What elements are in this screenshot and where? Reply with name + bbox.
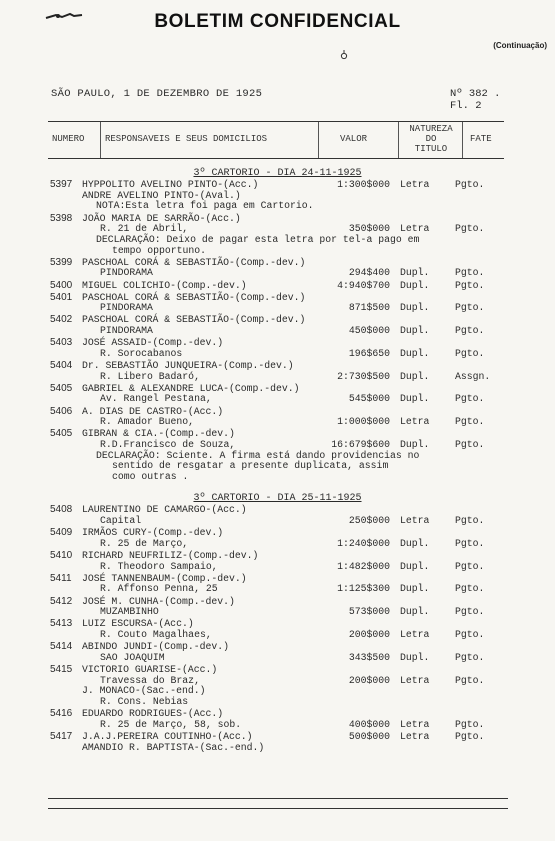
- entry-debtor: RICHARD NEUFRILIZ-(Comp.-dev.): [82, 549, 259, 561]
- entry-detail: tempo opportuno.: [112, 244, 207, 256]
- entry-value: 350$000: [348, 223, 390, 235]
- entry-detail: Travessa do Braz,: [100, 674, 200, 686]
- entry-number: 5398: [50, 212, 73, 224]
- entry-debtor: PASCHOAL CORÁ & SEBASTIÃO-(Comp.-dev.): [82, 314, 306, 326]
- column-divider: [100, 122, 101, 158]
- entry-fate: Pgto.: [455, 628, 485, 640]
- entry-detail: PINDORAMA: [100, 267, 153, 279]
- entry-value: 200$000: [348, 674, 390, 686]
- entry-debtor: LUIZ ESCURSA-(Acc.): [82, 618, 194, 630]
- table-top-rule: [48, 121, 504, 122]
- entry-value: 4:940$700: [337, 279, 390, 291]
- entry-title-type: Letra: [400, 718, 430, 730]
- section-heading: [0, 493, 555, 504]
- entry-title-type: Letra: [400, 416, 430, 428]
- entry-number: 5408: [50, 504, 73, 516]
- entry-fate: Pgto.: [455, 325, 485, 337]
- entry-fate: Pgto.: [455, 393, 485, 405]
- entry-value: 1:240$000: [337, 537, 390, 549]
- entry-number: 5417: [50, 730, 73, 742]
- entry-debtor: JOSÉ ASSAID-(Comp.-dev.): [82, 337, 224, 349]
- entry-note: DECLARAÇÃO: Sciente. A firma está dando providencias no: [96, 449, 420, 461]
- entry-fate: Pgto.: [455, 606, 485, 618]
- entry-detail: Capital: [100, 514, 142, 526]
- entry-title-type: Dupl.: [400, 347, 430, 359]
- entry-title-type: Letra: [400, 223, 430, 235]
- entry-number: 5415: [50, 663, 73, 675]
- entry-number: 5404: [50, 360, 73, 371]
- entry-number: 5397: [50, 179, 73, 190]
- entry-debtor: PASCHOAL CORÁ & SEBASTIÃO-(Comp.-dev.): [82, 291, 306, 303]
- entry-fate: Pgto.: [455, 651, 485, 663]
- entry-detail: sentido de resgatar a presente duplicata, assim: [112, 460, 389, 472]
- entry-detail: R. Sorocabanos: [100, 347, 183, 359]
- entry-value: 200$000: [348, 628, 390, 640]
- entry-debtor: JOÃO MARIA DE SARRÃO-(Acc.): [82, 212, 241, 224]
- entry-fate: Pgto.: [455, 179, 485, 190]
- footer-rule: [48, 798, 508, 799]
- column-header-responsaveis: RESPONSAVEIS E SEUS DOMICILIOS: [105, 134, 268, 144]
- folio: Fl. 2: [450, 100, 482, 112]
- entry-value: 2:730$500: [337, 370, 390, 382]
- entry-value: 1:300$000: [337, 179, 390, 190]
- entry-number: 5410: [50, 549, 73, 561]
- entry-title-type: Letra: [400, 674, 430, 686]
- bulletin-number-block: [450, 88, 500, 112]
- column-header-valor: VALOR: [340, 134, 368, 144]
- entry-title-type: Dupl.: [400, 560, 430, 572]
- entry-detail: R. 25 de Março,: [100, 537, 189, 549]
- entry-debtor: GIBRAN & CIA.-(Comp.-dev.): [82, 428, 235, 440]
- entry-fate: Pgto.: [455, 674, 485, 686]
- entry-debtor: Dr. SEBASTIÃO JUNQUEIRA-(Comp.-dev.): [82, 360, 294, 371]
- entry-title-type: Dupl.: [400, 606, 430, 618]
- entry-detail: MUZAMBINHO: [100, 606, 159, 618]
- entry-number: 5413: [50, 618, 73, 630]
- column-divider: [398, 122, 399, 158]
- column-header-numero: NUMERO: [52, 134, 85, 144]
- entry-title-type: Dupl.: [400, 279, 430, 291]
- entry-detail: R. Affonso Penna, 25: [100, 583, 218, 595]
- entry-number: 5402: [50, 314, 73, 326]
- bulletin-number: Nº 382 .: [450, 88, 501, 100]
- entry-fate: Pgto.: [455, 439, 485, 451]
- entry-debtor: GABRIEL & ALEXANDRE LUCA-(Comp.-dev.): [82, 382, 300, 394]
- entry-title-type: Dupl.: [400, 325, 430, 337]
- entry-value: 294$400: [348, 267, 390, 279]
- entry-title-type: Dupl.: [400, 393, 430, 405]
- entry-value: 450$000: [348, 325, 390, 337]
- entry-detail: R. Cons. Nebias: [100, 695, 189, 707]
- entry-note: NOTA:Esta letra foi paga em Cartorio.: [96, 200, 314, 212]
- entry-number: 5400: [50, 279, 73, 291]
- entry-debtor: IRMÃOS CURY-(Comp.-dev.): [82, 527, 224, 539]
- entry-fate: Pgto.: [455, 514, 485, 526]
- entry-detail: ANDRE AVELINO PINTO-(Aval.): [82, 189, 241, 201]
- entry-detail: PINDORAMA: [100, 325, 153, 337]
- entry-value: 343$500: [348, 651, 390, 663]
- entry-title-type: Dupl.: [400, 370, 430, 382]
- section-heading-text: 3º CARTORIO - DIA 25-11-1925: [193, 493, 362, 505]
- entry-fate: Pgto.: [455, 279, 485, 291]
- entry-value: 1:000$000: [337, 416, 390, 428]
- entry-number: 5406: [50, 405, 73, 417]
- entry-detail: R. Libero Badaró,: [100, 370, 200, 382]
- entry-fate: Pgto.: [455, 223, 485, 235]
- entry-number: 5399: [50, 256, 73, 268]
- entry-value: 871$500: [348, 302, 390, 314]
- entry-number: 5403: [50, 337, 73, 349]
- entry-fate: Pgto.: [455, 302, 485, 314]
- entry-value: 500$000: [348, 730, 390, 742]
- entry-debtor: A. DIAS DE CASTRO-(Acc.): [82, 405, 224, 417]
- entry-value: 545$000: [348, 393, 390, 405]
- column-divider: [318, 122, 319, 158]
- entry-number: 5411: [50, 572, 72, 584]
- entry-fate: Pgto.: [455, 718, 485, 730]
- entry-debtor: LAURENTINO DE CAMARGO-(Acc.): [82, 504, 247, 516]
- entry-value: 250$000: [348, 514, 390, 526]
- entry-number: 5401: [50, 291, 73, 303]
- entry-value: 196$650: [348, 347, 390, 359]
- entry-fate: Pgto.: [455, 583, 485, 595]
- footer-rule: [48, 808, 508, 809]
- entry-detail: R.D.Francisco de Souza,: [100, 439, 236, 451]
- column-divider: [462, 122, 463, 158]
- entry-debtor: J.A.J.PEREIRA COUTINHO-(Acc.): [82, 730, 253, 742]
- entry-title-type: Dupl.: [400, 537, 430, 549]
- entry-value: 16:679$600: [331, 439, 390, 451]
- entry-value: 1:125$300: [337, 583, 390, 595]
- entry-fate: Pgto.: [455, 267, 485, 279]
- entry-fate: Pgto.: [455, 537, 485, 549]
- column-header-fate: FATE: [470, 134, 492, 144]
- entry-debtor: VICTORIO GUARISE-(Acc.): [82, 663, 218, 675]
- continuation-label: (Continuação): [493, 41, 547, 50]
- column-header-natureza: NATUREZA DO TITULO: [409, 124, 453, 154]
- entry-value: 1:482$000: [337, 560, 390, 572]
- table-header-rule: [48, 158, 504, 159]
- entry-title-type: Dupl.: [400, 439, 430, 451]
- entry-debtor: HYPPOLITO AVELINO PINTO-(Acc.): [82, 179, 259, 190]
- entry-debtor: ABINDO JUNDI-(Comp.-dev.): [82, 641, 229, 653]
- entry-value: 400$000: [348, 718, 390, 730]
- entry-number: 5414: [50, 641, 73, 653]
- entry-number: 5416: [50, 708, 73, 720]
- document-title: BOLETIM CONFIDENCIAL: [154, 11, 401, 32]
- entry-fate: Assgn.: [455, 370, 491, 382]
- entry-title-type: Letra: [400, 628, 430, 640]
- entry-detail: AMANDIO R. BAPTISTA-(Sac.-end.): [82, 741, 265, 753]
- entry-debtor: EDUARDO RODRIGUES-(Acc.): [82, 708, 224, 720]
- entry-note: DECLARAÇÃO: Deixo de pagar esta letra por tel-a pago em: [96, 233, 420, 245]
- entry-title-type: Dupl.: [400, 267, 430, 279]
- entry-detail: R. Couto Magalhaes,: [100, 628, 212, 640]
- entry-number: 5412: [50, 595, 73, 607]
- entry-fate: Pgto.: [455, 347, 485, 359]
- entry-detail: R. Amador Bueno,: [100, 416, 195, 428]
- date-line: SÃO PAULO, 1 DE DEZEMBRO DE 1925: [51, 88, 263, 100]
- entry-detail: como outras .: [112, 471, 189, 483]
- entry-detail: Av. Rangel Pestana,: [100, 393, 212, 405]
- entry-fate: Pgto.: [455, 730, 485, 742]
- section-heading-text: 3º CARTORIO - DIA 24-11-1925: [193, 168, 362, 179]
- punch-hole-icon: [340, 50, 348, 60]
- entry-detail: SAO JOAQUIM: [100, 651, 165, 663]
- entry-debtor: PASCHOAL CORÁ & SEBASTIÃO-(Comp.-dev.): [82, 256, 306, 268]
- entry-number: 5409: [50, 527, 73, 539]
- entry-number: 5405: [50, 428, 73, 440]
- entry-title-type: Dupl.: [400, 583, 430, 595]
- entry-title-type: Dupl.: [400, 302, 430, 314]
- entry-detail: PINDORAMA: [100, 302, 153, 314]
- section-heading: [0, 168, 555, 179]
- entry-fate: Pgto.: [455, 560, 485, 572]
- entry-detail: J. MONACO-(Sac.-end.): [82, 685, 206, 697]
- entry-debtor: MIGUEL COLICHIO-(Comp.-dev.): [82, 279, 247, 291]
- entry-debtor: JOSÉ TANNENBAUM-(Comp.-dev.): [82, 572, 247, 584]
- entry-debtor: JOSÉ M. CUNHA-(Comp.-dev.): [82, 595, 235, 607]
- entry-detail: R. 21 de Abril,: [100, 223, 189, 235]
- entry-fate: Pgto.: [455, 416, 485, 428]
- entry-detail: R. 25 de Março, 58, sob.: [100, 718, 242, 730]
- entry-title-type: Letra: [400, 514, 430, 526]
- entry-title-type: Letra: [400, 179, 430, 190]
- entry-detail: R. Theodoro Sampaio,: [100, 560, 218, 572]
- entry-value: 573$000: [348, 606, 390, 618]
- entry-title-type: Dupl.: [400, 651, 430, 663]
- entry-number: 5405: [50, 382, 73, 394]
- entry-title-type: Letra: [400, 730, 430, 742]
